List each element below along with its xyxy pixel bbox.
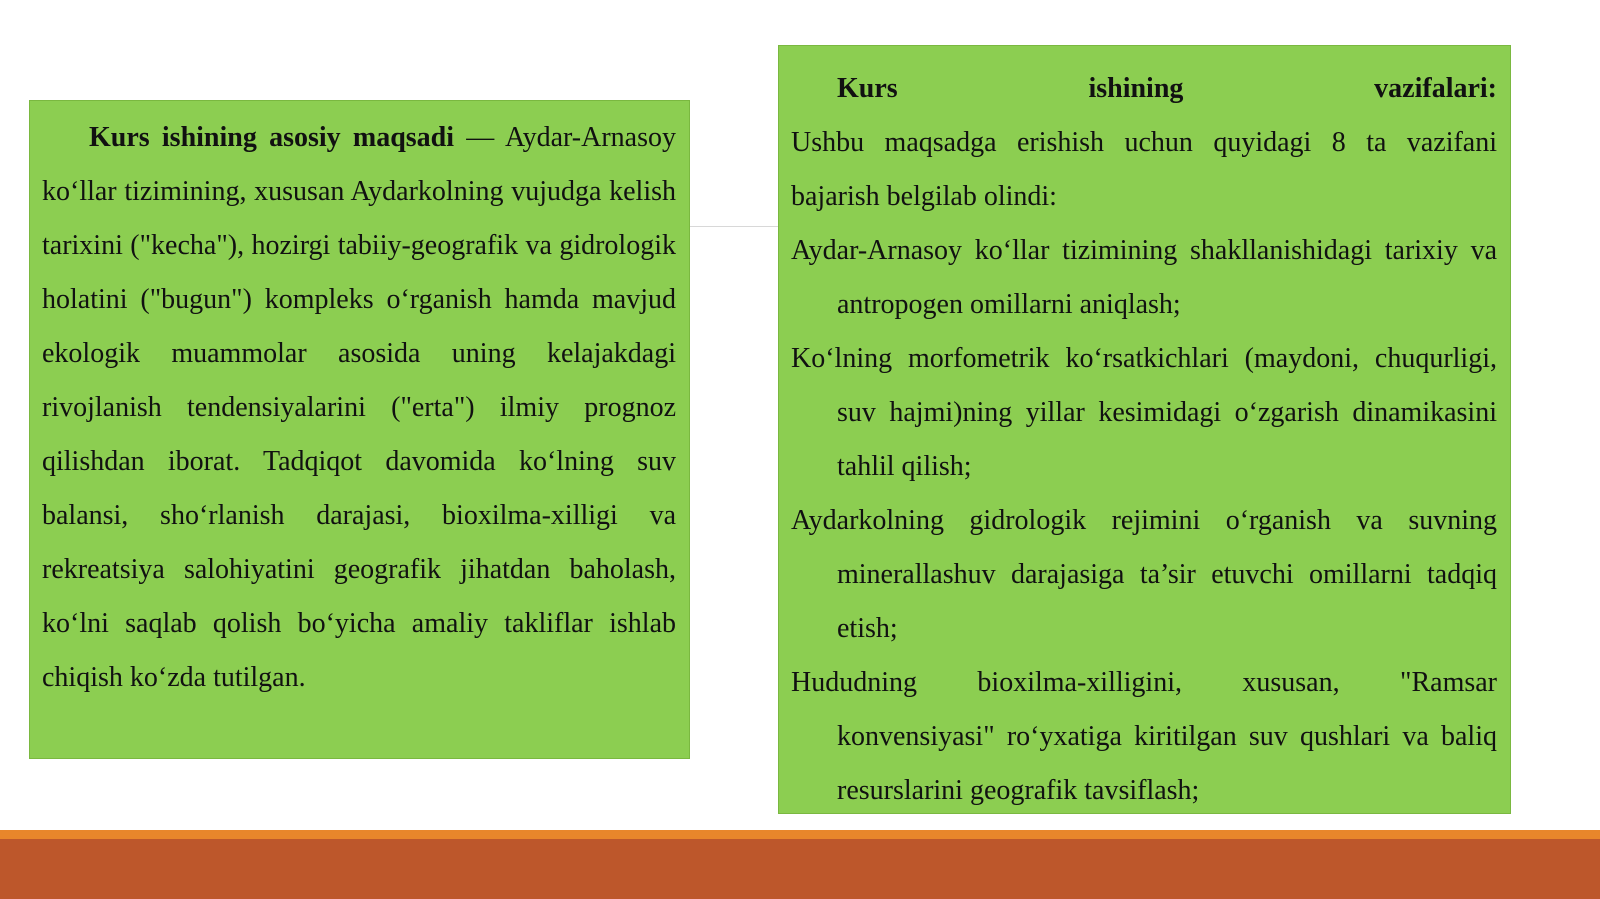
goal-dash: — [454, 122, 505, 153]
goal-box [29, 100, 690, 759]
task-item: Aydar-Arnasoy ko‘llar tizimining shakllanishidagi tarixiy va antropogen omillarni aniqlash; [791, 235, 1497, 320]
connector-line [690, 226, 778, 227]
task-item: Aydarkolning gidrologik rejimini o‘rganish va suvning minerallashuv darajasiga ta’sir etuvchi omillarni tadqiq etish; [791, 505, 1497, 644]
footer-bar [0, 839, 1600, 899]
tasks-heading: Kurs ishining vazifalari: [837, 73, 1497, 104]
task-item: Ko‘lning morfometrik ko‘rsatkichlari (maydoni, chuqurligi, suv hajmi)ning yillar kesimidagi o‘zgarish dinamikasini tahlil qilish; [791, 343, 1497, 482]
tasks-box [778, 45, 1511, 814]
tasks-intro: Ushbu maqsadga erishish uchun quyidagi 8 ta vazifani bajarish belgilab olindi: [791, 127, 1497, 212]
footer-accent-stripe [0, 830, 1600, 839]
task-item: Hududning bioxilma-xilligini, xususan, "Ramsar konvensiyasi" ro‘yxatiga kiritilgan suv qushlari va baliq resurslarini geografik tavsiflash; [791, 667, 1497, 806]
goal-paragraph [42, 111, 676, 705]
goal-heading: Kurs ishining asosiy maqsadi [89, 122, 455, 153]
goal-body: Aydar-Arnasoy ko‘llar tizimining, xususan Aydarkolning vujudga kelish tarixini ("kecha"), hozirgi tabiiy-geografik va gidrologik holatini ("bugun") kompleks o‘rganish hamda mavjud ekologik muammolar asosida uning kelajakdagi rivojlanish tendensiyalarini ("erta") ilmiy prognoz qilishdan iborat. Tadqiqot davomida ko‘lning suv balansi, sho‘rlanish darajasi, bioxilma-xilligi va rekreatsiya salohiyatini geografik jihatdan baholash, ko‘lni saqlab qolish bo‘yicha amaliy takliflar ishlab chiqish ko‘zda tutilgan. [42, 122, 676, 693]
